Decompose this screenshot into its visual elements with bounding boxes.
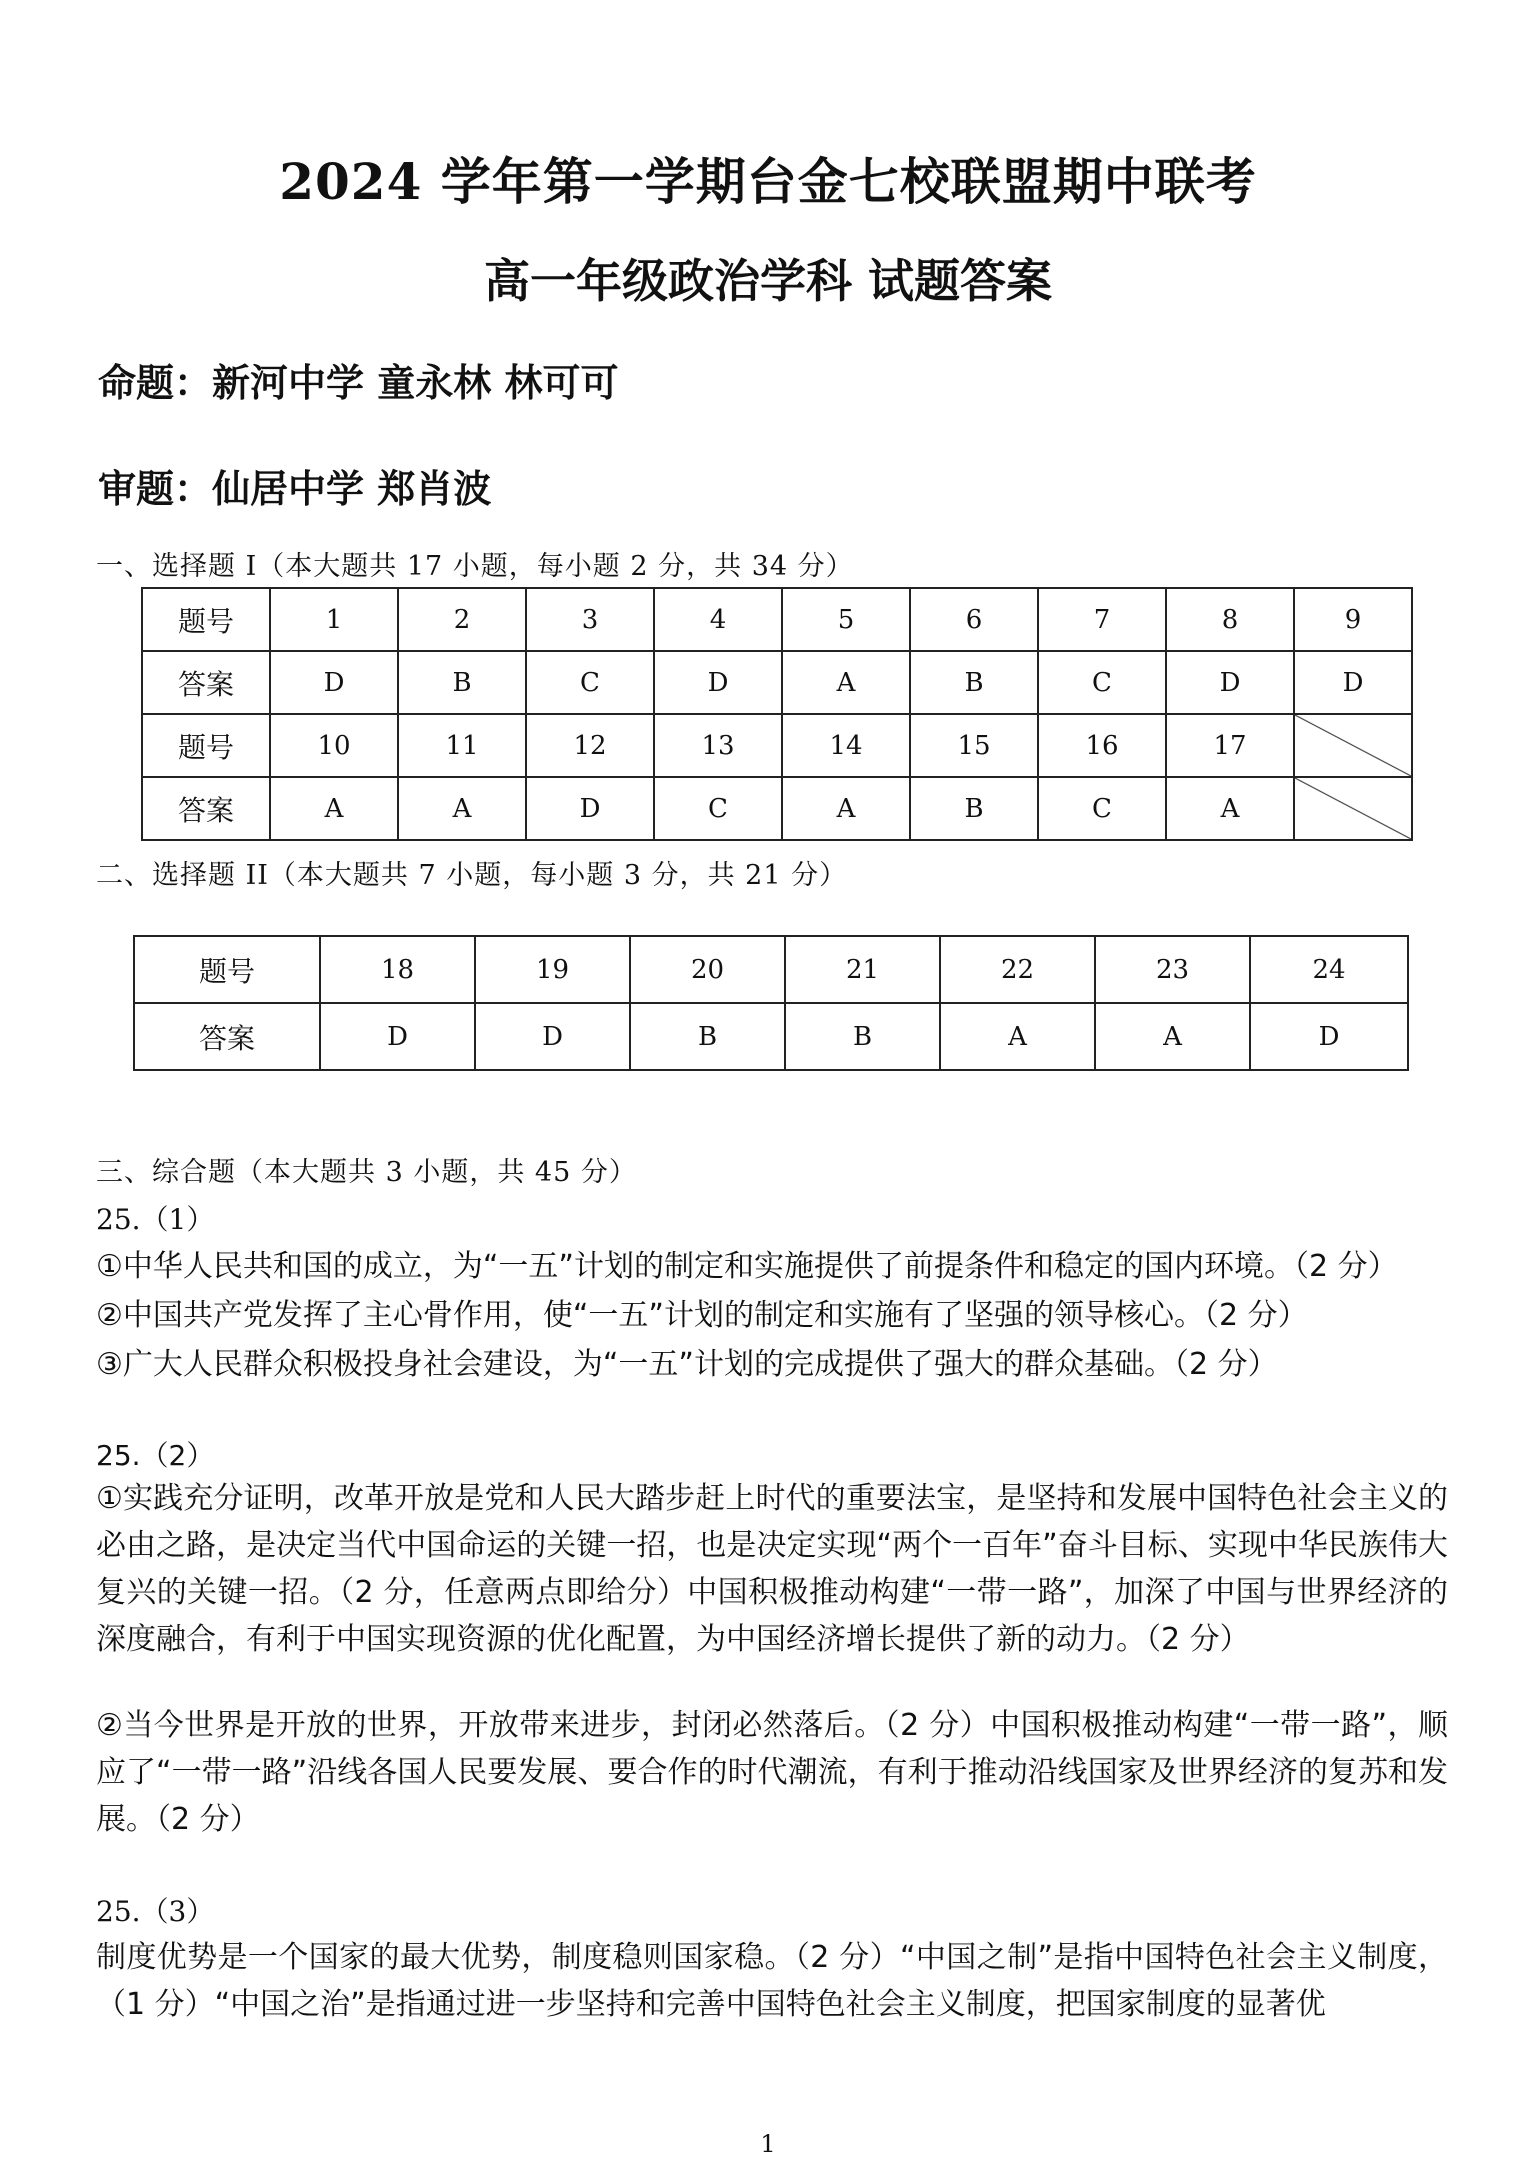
empty-slashed-cell <box>1294 714 1412 777</box>
question-number: 19 <box>475 936 630 1003</box>
answer-cell: D <box>526 777 654 840</box>
page-number: 1 <box>760 2130 776 2158</box>
author-line: 命题：新河中学 童永林 林可可 <box>98 361 619 405</box>
answer-cell: C <box>654 777 782 840</box>
answer-cell: A <box>940 1003 1095 1070</box>
answer-cell: A <box>1166 777 1294 840</box>
question-number: 3 <box>526 588 654 651</box>
answer-cell: D <box>475 1003 630 1070</box>
question-number: 1 <box>270 588 398 651</box>
question-number: 13 <box>654 714 782 777</box>
row-label-answer: 答案 <box>134 1003 320 1070</box>
answer-cell: A <box>782 777 910 840</box>
answer-cell: D <box>1250 1003 1408 1070</box>
question-number: 18 <box>320 936 475 1003</box>
row-label-question: 题号 <box>142 588 270 651</box>
answer-cell: B <box>910 651 1038 714</box>
answer-cell: D <box>1294 651 1412 714</box>
section1-heading: 一、选择题 I（本大题共 17 小题，每小题 2 分，共 34 分） <box>96 551 854 582</box>
question-number: 8 <box>1166 588 1294 651</box>
answer-cell: D <box>1166 651 1294 714</box>
q25-2-paragraph-2: ②当今世界是开放的世界，开放带来进步，封闭必然落后。（2 分）中国积极推动构建“一带一路”，顺应了“一带一路”沿线各国人民要发展、要合作的时代潮流，有利于推动沿线国家及世界经济的复苏和发展。（2 分） <box>96 1708 1448 1837</box>
q25-1-point-1: ①中华人民共和国的成立，为“一五”计划的制定和实施提供了前提条件和稳定的国内环境。（2 分） <box>96 1249 1398 1284</box>
table-row <box>142 588 1412 651</box>
answer-cell: B <box>398 651 526 714</box>
table-row <box>142 651 1412 714</box>
question-number: 16 <box>1038 714 1166 777</box>
q25-3-paragraph: 制度优势是一个国家的最大优势，制度稳则国家稳。（2 分）“中国之制”是指中国特色社会主义制度，（1 分）“中国之治”是指通过进一步坚持和完善中国特色社会主义制度，把国家制度的显著优 <box>96 1940 1448 2022</box>
q25-1-point-2: ②中国共产党发挥了主心骨作用，使“一五”计划的制定和实施有了坚强的领导核心。（2 分） <box>96 1298 1308 1333</box>
q25-1-point-3: ③广大人民群众积极投身社会建设，为“一五”计划的完成提供了强大的群众基础。（2 分） <box>96 1347 1278 1382</box>
question-number: 15 <box>910 714 1038 777</box>
answer-cell: A <box>398 777 526 840</box>
answer-cell: C <box>1038 651 1166 714</box>
answer-cell: B <box>910 777 1038 840</box>
question-25-3-label: 25.（3） <box>96 1895 215 1928</box>
question-number: 20 <box>630 936 785 1003</box>
question-number: 22 <box>940 936 1095 1003</box>
question-25-2-label: 25.（2） <box>96 1439 215 1472</box>
table-row <box>134 1003 1408 1070</box>
table-row <box>142 777 1412 840</box>
answer-cell: C <box>1038 777 1166 840</box>
answer-cell: C <box>526 651 654 714</box>
answer-cell: D <box>654 651 782 714</box>
answer-cell: A <box>1095 1003 1250 1070</box>
question-number: 2 <box>398 588 526 651</box>
page-title: 2024 学年第一学期台金七校联盟期中联考 <box>279 152 1257 211</box>
question-number: 12 <box>526 714 654 777</box>
question-25-1-label: 25.（1） <box>96 1203 215 1236</box>
row-label-question: 题号 <box>134 936 320 1003</box>
answer-cell: B <box>785 1003 940 1070</box>
table-row <box>142 714 1412 777</box>
question-number: 9 <box>1294 588 1412 651</box>
section3-heading: 三、综合题（本大题共 3 小题，共 45 分） <box>96 1157 637 1188</box>
section1-answer-table <box>141 587 1413 841</box>
table-row <box>134 936 1408 1003</box>
question-number: 23 <box>1095 936 1250 1003</box>
answer-cell: B <box>630 1003 785 1070</box>
q25-2-paragraph-1: ①实践充分证明，改革开放是党和人民大踏步赶上时代的重要法宝，是坚持和发展中国特色社会主义的必由之路，是决定当代中国命运的关键一招，也是决定实现“两个一百年”奋斗目标、实现中华民族伟大复兴的关键一招。（2 分，任意两点即给分）中国积极推动构建“一带一路”，加深了中国与世界经济的深度融合，有利于中国实现资源的优化配置，为中国经济增长提供了新的动力。（2 分） <box>96 1481 1448 1657</box>
answer-cell: D <box>270 651 398 714</box>
question-number: 7 <box>1038 588 1166 651</box>
question-number: 10 <box>270 714 398 777</box>
row-label-answer: 答案 <box>142 777 270 840</box>
question-number: 17 <box>1166 714 1294 777</box>
question-number: 5 <box>782 588 910 651</box>
question-number: 21 <box>785 936 940 1003</box>
section2-answer-table <box>133 935 1409 1071</box>
section2-heading: 二、选择题 II（本大题共 7 小题，每小题 3 分，共 21 分） <box>96 860 848 891</box>
row-label-answer: 答案 <box>142 651 270 714</box>
question-number: 14 <box>782 714 910 777</box>
question-number: 6 <box>910 588 1038 651</box>
answer-cell: A <box>782 651 910 714</box>
page-subtitle: 高一年级政治学科 试题答案 <box>483 254 1052 308</box>
empty-slashed-cell <box>1294 777 1412 840</box>
question-number: 24 <box>1250 936 1408 1003</box>
answer-cell: A <box>270 777 398 840</box>
reviewer-line: 审题：仙居中学 郑肖波 <box>98 467 492 511</box>
row-label-question: 题号 <box>142 714 270 777</box>
question-number: 11 <box>398 714 526 777</box>
answer-cell: D <box>320 1003 475 1070</box>
question-number: 4 <box>654 588 782 651</box>
